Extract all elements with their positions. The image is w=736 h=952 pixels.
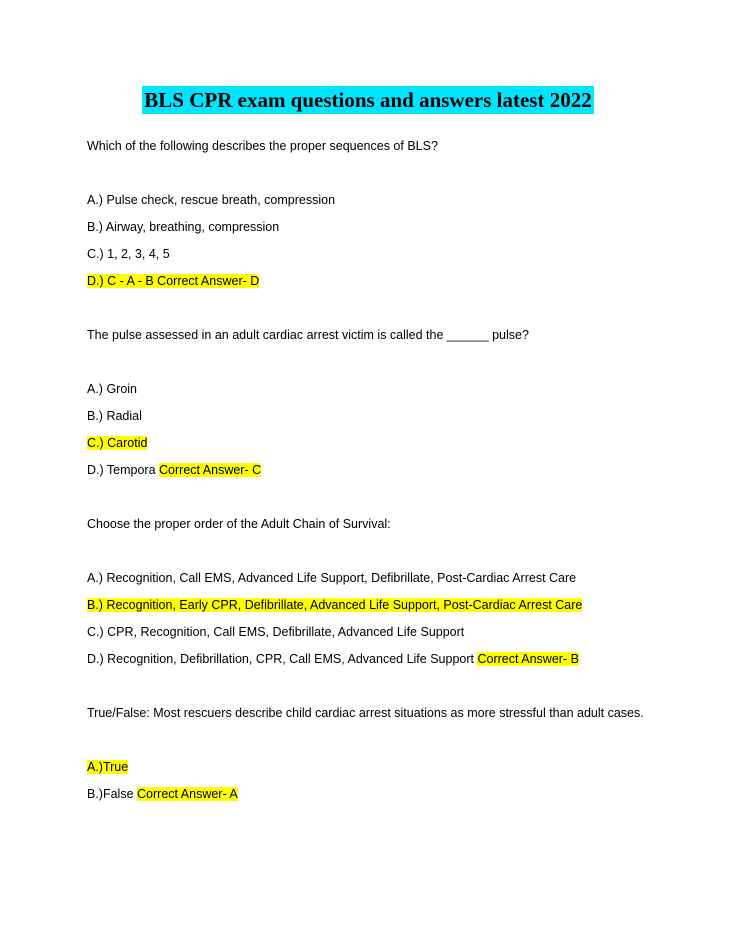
q3-option-c: C.) CPR, Recognition, Call EMS, Defibrillate, Advanced Life Support <box>87 625 465 639</box>
q3-option-b-row <box>87 597 582 613</box>
q1-option-b: B.) Airway, breathing, compression <box>87 220 280 234</box>
q1-correct-answer: Correct Answer- D <box>157 274 260 288</box>
q2-option-d-row <box>87 462 261 478</box>
q1-option-d-row <box>87 273 259 289</box>
q2-option-c-row <box>87 435 147 451</box>
q1-option-d: D.) C - A - B <box>87 274 154 288</box>
q3-option-d-row <box>87 651 579 667</box>
q2-option-c: C.) Carotid <box>87 436 148 450</box>
title-wrap <box>0 86 736 114</box>
question-3: Choose the proper order of the Adult Chain of Survival: <box>87 517 391 531</box>
q3-option-b: B.) Recognition, Early CPR, Defibrillate, Advanced Life Support, Post-Cardiac Arrest Care <box>87 598 583 612</box>
q2-option-d: D.) Tempora <box>87 463 156 477</box>
q3-option-a: A.) Recognition, Call EMS, Advanced Life Support, Defibrillate, Post-Cardiac Arrest Care <box>87 571 577 585</box>
q4-option-b-row <box>87 786 238 802</box>
q3-correct-answer: Correct Answer- B <box>477 652 579 666</box>
q2-correct-answer: Correct Answer- C <box>159 463 262 477</box>
q3-option-d: D.) Recognition, Defibrillation, CPR, Call EMS, Advanced Life Support <box>87 652 474 666</box>
q2-option-a: A.) Groin <box>87 382 138 396</box>
question-1: Which of the following describes the proper sequences of BLS? <box>87 139 438 153</box>
page-title: BLS CPR exam questions and answers latest 2022 <box>144 88 592 112</box>
question-2: The pulse assessed in an adult cardiac arrest victim is called the ______ pulse? <box>87 328 529 342</box>
q2-option-b: B.) Radial <box>87 409 142 423</box>
q1-option-c: C.) 1, 2, 3, 4, 5 <box>87 247 170 261</box>
q1-option-a: A.) Pulse check, rescue breath, compression <box>87 193 336 207</box>
q4-option-a: A.)True <box>87 760 129 774</box>
question-4: True/False: Most rescuers describe child cardiac arrest situations as more stressful than adult cases. <box>87 706 644 720</box>
q4-option-a-row <box>87 759 128 775</box>
q4-correct-answer: Correct Answer- A <box>137 787 238 801</box>
q4-option-b: B.)False <box>87 787 134 801</box>
